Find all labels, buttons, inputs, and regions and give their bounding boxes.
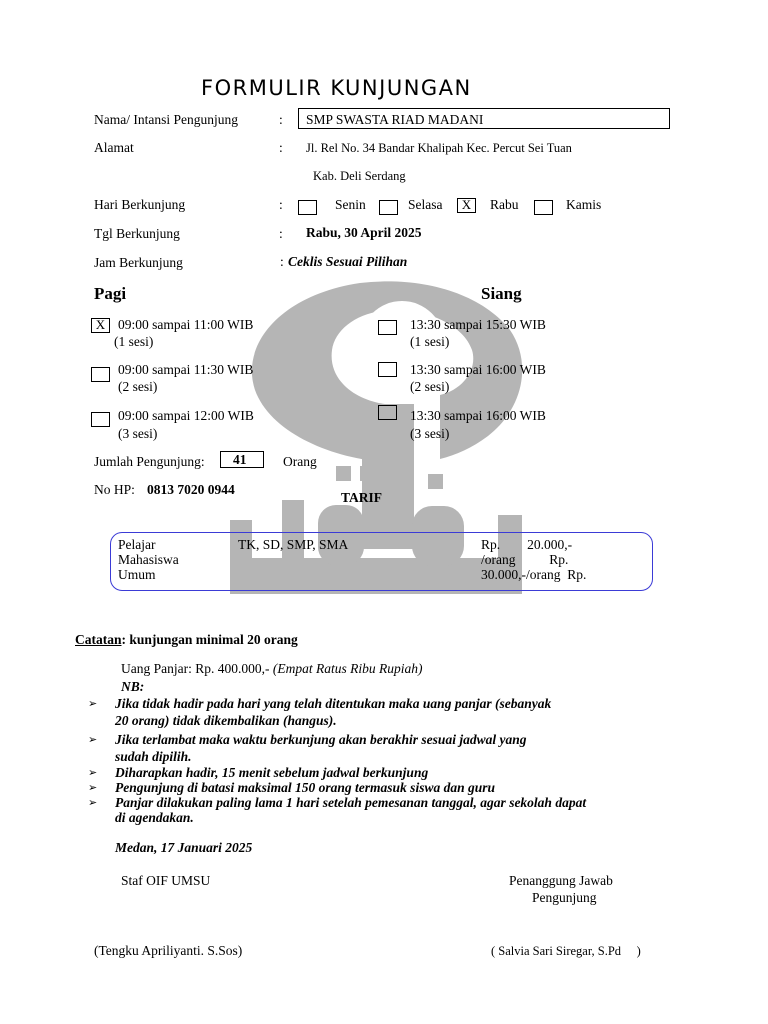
pagi-3-sesi: (3 sesi) [118, 426, 158, 441]
alamat-line-2: Kab. Deli Serdang [313, 169, 406, 183]
pagi-2-sesi: (2 sesi) [118, 379, 158, 394]
tgl-value: Rabu, 30 April 2025 [306, 225, 422, 240]
siang-heading: Siang [481, 284, 522, 303]
colon: : [279, 140, 283, 155]
colon: : [279, 197, 283, 212]
siang-1-sesi: (1 sesi) [410, 334, 450, 349]
signature-right-title-1: Penanggung Jawab [509, 873, 613, 888]
note-2-line-2: sudah dipilih. [115, 749, 192, 764]
note-1-line-2: 20 orang) tidak dikembalikan (hangus). [115, 713, 337, 728]
day-checkbox-kamis[interactable] [534, 200, 553, 215]
catatan-label: Catatan [75, 632, 122, 647]
note-2-line-1: Jika terlambat maka waktu berkunjung akan berakhir sesuai jadwal yang [115, 732, 527, 747]
tgl-label: Tgl Berkunjung [94, 226, 180, 241]
bullet-icon: ➢ [88, 766, 98, 779]
siang-2-time: 13:30 sampai 16:00 WIB [410, 362, 546, 377]
day-label-rabu: Rabu [490, 197, 519, 212]
jumlah-label: Jumlah Pengunjung: [94, 454, 205, 469]
tarif-price-line-3: 30.000,-/orang Rp. [481, 567, 587, 582]
pagi-1-sesi: (1 sesi) [114, 334, 154, 349]
day-checkbox-selasa[interactable] [379, 200, 398, 215]
nama-label: Nama/ Intansi Pengunjung [94, 112, 238, 127]
pagi-1-time: 09:00 sampai 11:00 WIB [118, 317, 254, 332]
note-4: Pengunjung di batasi maksimal 150 orang termasuk siswa dan guru [115, 780, 495, 795]
colon: : [279, 226, 283, 241]
pagi-1-checkbox[interactable]: X [91, 318, 110, 333]
tarif-heading: TARIF [341, 490, 383, 505]
pagi-2-checkbox[interactable] [91, 367, 110, 382]
colon: : [279, 112, 283, 127]
tarif-category-umum: Umum [118, 567, 156, 582]
day-checkbox-rabu[interactable]: X [457, 198, 476, 213]
panjar-text: Uang Panjar: Rp. 400.000,- [121, 661, 273, 676]
siang-3-time: 13:30 sampai 16:00 WIB [410, 408, 546, 423]
day-label-kamis: Kamis [566, 197, 602, 212]
tarif-levels: TK, SD, SMP, SMA [238, 537, 349, 552]
note-5-line-2: di agendakan. [115, 810, 194, 825]
note-1-line-1: Jika tidak hadir pada hari yang telah ditentukan maka uang panjar (sebanyak [115, 696, 552, 711]
tarif-category-pelajar: Pelajar [118, 537, 156, 552]
tarif-category-mahasiswa: Mahasiswa [118, 552, 179, 567]
note-3: Diharapkan hadir, 15 menit sebelum jadwal berkunjung [115, 765, 429, 780]
bullet-icon: ➢ [88, 781, 98, 794]
bullet-icon: ➢ [88, 697, 98, 710]
siang-3-checkbox[interactable] [378, 405, 397, 420]
day-label-selasa: Selasa [408, 197, 443, 212]
catatan [75, 632, 298, 648]
alamat-line-1: Jl. Rel No. 34 Bandar Khalipah Kec. Percut Sei Tuan [306, 141, 572, 155]
siang-2-checkbox[interactable] [378, 362, 397, 377]
tarif-price-line-1: Rp. 20.000,- [481, 537, 573, 552]
day-checkbox-senin[interactable] [298, 200, 317, 215]
siang-1-time: 13:30 sampai 15:30 WIB [410, 317, 546, 332]
pagi-heading: Pagi [94, 284, 127, 303]
nama-field[interactable]: SMP SWASTA RIAD MADANI [298, 108, 670, 129]
signature-right-name: ( Salvia Sari Siregar, S.Pd ) [491, 944, 641, 958]
catatan-text: : kunjungan minimal 20 orang [121, 632, 298, 647]
jumlah-field[interactable]: 41 [220, 451, 264, 468]
bullet-icon: ➢ [88, 796, 98, 809]
day-label-senin: Senin [335, 197, 366, 212]
alamat-label: Alamat [94, 140, 134, 155]
form-title: FORMULIR KUNJUNGAN [201, 76, 472, 100]
signature-right-title-2: Pengunjung [532, 890, 597, 905]
colon: : [280, 254, 284, 269]
tarif-price-line-2: /orang Rp. [481, 552, 569, 567]
jam-label: Jam Berkunjung [94, 255, 183, 270]
pagi-2-time: 09:00 sampai 11:30 WIB [118, 362, 254, 377]
jumlah-unit: Orang [283, 454, 317, 469]
signature-left-name: (Tengku Apriliyanti. S.Sos) [94, 943, 243, 958]
siang-2-sesi: (2 sesi) [410, 379, 450, 394]
jam-value: Ceklis Sesuai Pilihan [288, 254, 408, 269]
panjar-italic: (Empat Ratus Ribu Rupiah) [272, 661, 423, 676]
hari-label: Hari Berkunjung [94, 197, 186, 212]
signature-left-title: Staf OIF UMSU [121, 873, 211, 888]
pagi-3-checkbox[interactable] [91, 412, 110, 427]
pagi-3-time: 09:00 sampai 12:00 WIB [118, 408, 254, 423]
note-5-line-1: Panjar dilakukan paling lama 1 hari setelah pemesanan tanggal, agar sekolah dapat [115, 795, 587, 810]
siang-1-checkbox[interactable] [378, 320, 397, 335]
siang-3-sesi: (3 sesi) [410, 426, 450, 441]
panjar [121, 661, 422, 677]
bullet-icon: ➢ [88, 733, 98, 746]
nohp-value: 0813 7020 0944 [147, 482, 235, 497]
place-date: Medan, 17 Januari 2025 [115, 840, 253, 855]
nohp-label: No HP: [94, 482, 135, 497]
nb-label: NB: [121, 679, 145, 694]
